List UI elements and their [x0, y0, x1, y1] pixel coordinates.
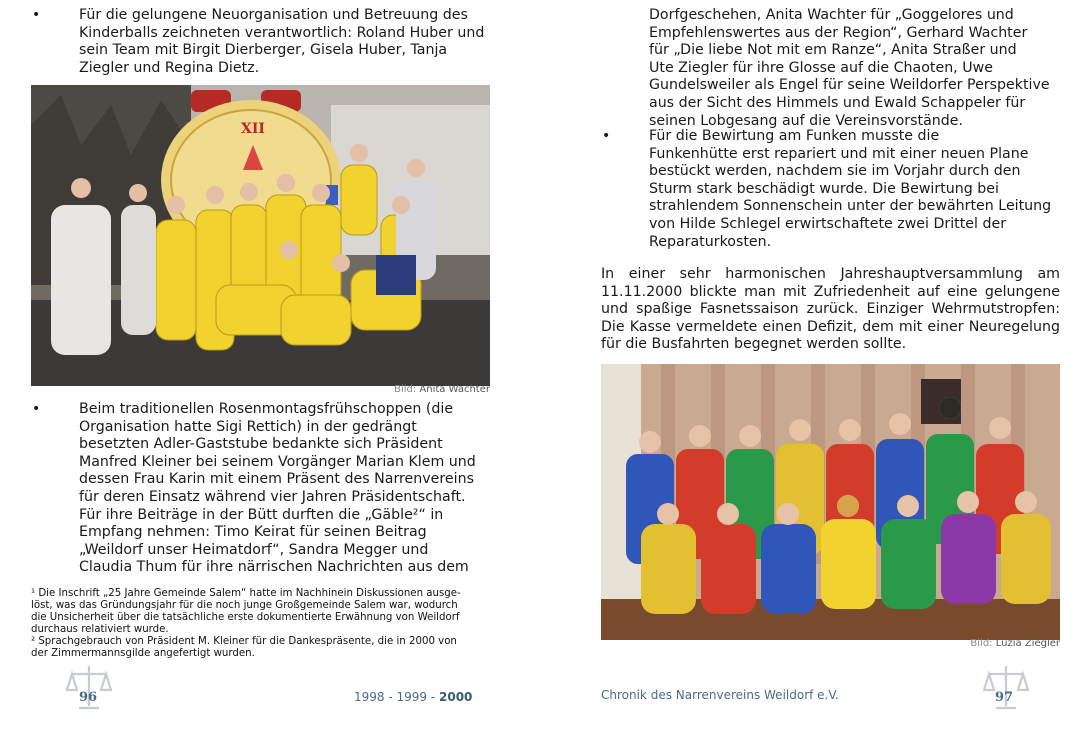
- bullet-rosenmontag: [32, 401, 499, 577]
- bullet-rosenmontag-line: besetzten Adler-Gaststube bedankte sich Präsident: [79, 436, 443, 453]
- continuation-line: Dorfgeschehen, Anita Wachter für „Goggelores und: [649, 7, 1014, 23]
- caption-prefix: Bild:: [394, 384, 417, 395]
- photo-yellow-costumes: [31, 85, 490, 386]
- bullet-rosenmontag-line: Beim traditionellen Rosenmontagsfrühschoppen (die: [79, 401, 454, 417]
- footer-current-year: 2000: [439, 690, 473, 704]
- bullet-rosenmontag-line: Organisation hatte Sigi Rettich) in der gedrängt: [79, 418, 417, 435]
- svg-text:XII: XII: [241, 121, 265, 137]
- footnote-1-line: durchaus relativiert wurde.: [31, 623, 169, 635]
- right-page: [546, 0, 1092, 731]
- bullet-rosenmontag-line: Für ihre Beiträge in der Bütt durften die „Gäble²“ in: [79, 506, 444, 523]
- photo-caption-left: [300, 384, 490, 395]
- bullet-funkenhuette-line: Für die Bewirtung am Funken musste die: [649, 128, 940, 144]
- footnotes: [31, 588, 501, 659]
- footnote-1-line: ¹ Die Inschrift „25 Jahre Gemeinde Salem“ hatte im Nachhinein Diskussionen ausge-: [31, 588, 461, 599]
- footnote-1-line: die Unsicherheit über die tatsächliche erste dokumentierte Erwähnung von Weildorf: [31, 611, 460, 623]
- bullet-dot: •: [602, 128, 611, 144]
- continuation-line: Ute Ziegler für ihre Glosse auf die Chaoten, Uwe: [649, 59, 993, 76]
- continuation-line: Gundelsweiler als Engel für seine Weildorfer Perspektive: [649, 77, 1050, 94]
- bullet-rosenmontag-line: Empfang nehmen: Timo Keirat für seinen Beitrag: [79, 524, 427, 541]
- footer-years: [354, 690, 472, 704]
- footnote-1-line: löst, was das Gründungsjahr für die noch junge Großgemeinde Salem war, wodurch: [31, 599, 458, 611]
- page-number-right: 97: [995, 690, 1014, 705]
- bullet-funkenhuette: [602, 128, 1079, 251]
- footnote-2-line: der Zimmermannsgilde angefertigt wurden.: [31, 647, 255, 659]
- bullet-funkenhuette-line: strahlendem Sonnenschein unter der bewährten Leitung: [649, 198, 1052, 215]
- paragraph-jahreshauptversammlung: In einer sehr harmonischen Jahreshauptversammlung am 11.11.2000 blickte man mit Zufriedenheit auf eine gelungene und spaßige Fasnetssaison zurück. Einziger Wehrmutstropfen: Die Kasse vermeldete einen Defizit, dem mit einer Neuregelung für die Busfahrten begegnet werden sollte.: [601, 266, 1060, 353]
- bullet-dot: •: [32, 401, 41, 417]
- bullet-kinderball: [32, 7, 499, 77]
- bullet-funkenhuette-line: bestückt werden, nachdem sie im Vorjahr durch den: [649, 163, 1021, 180]
- bullet-rosenmontag-line: Claudia Thum für ihre närrischen Nachrichten aus dem: [79, 559, 469, 576]
- continuation-line: für „Die liebe Not mit em Ranze“, Anita Straßer und: [649, 42, 1017, 59]
- bullet-rosenmontag-line: Manfred Kleiner bei seinem Vorgänger Marian Klem und: [79, 453, 476, 470]
- footnote-2-line: ² Sprachgebrauch von Präsident M. Kleiner für die Dankespräsente, die in 2000 von: [31, 635, 457, 647]
- bullet-rosenmontag-line: „Weildorf unser Heimatdorf“, Sandra Megger und: [79, 541, 429, 558]
- photo-caption-right: [870, 638, 1060, 649]
- bullet-funkenhuette-line: Sturm stark beschädigt wurde. Die Bewirtung bei: [649, 180, 999, 197]
- bullet-rosenmontag-line: dessen Frau Karin mit einem Präsent des Narrenvereins: [79, 471, 474, 488]
- continuation-line: seinen Lobgesang auf die Vereinsvorstände.: [649, 112, 964, 129]
- footer-chronicle-title: Chronik des Narrenvereins Weildorf e.V.: [601, 688, 839, 702]
- footer-years-range: 1998 - 1999 -: [354, 690, 439, 704]
- continuation-text: [649, 7, 1079, 130]
- caption-photographer: Luzia Ziegler: [995, 638, 1060, 649]
- bullet-funkenhuette-line: Reparaturkosten.: [649, 233, 772, 250]
- bullet-kinderball-text: Für die gelungene Neuorganisation und Betreuung des Kinderballs zeichneten verantwortlich: Roland Huber und sein Team mit Birgit Dierberger, Gisela Huber, Tanja Ziegler und Regina Dietz.: [79, 7, 485, 76]
- bullet-dot: •: [32, 7, 41, 23]
- bullet-rosenmontag-line: für deren Einsatz während vier Jahren Präsidentschaft.: [79, 488, 466, 505]
- continuation-line: aus der Sicht des Himmels und Ewald Schappeler für: [649, 94, 1026, 111]
- continuation-line: Empfehlenswertes aus der Region“, Gerhard Wachter: [649, 24, 1028, 41]
- caption-prefix: Bild:: [970, 638, 993, 649]
- photo-yellow-costumes-image: [31, 85, 490, 386]
- page-number-left: 96: [79, 690, 98, 705]
- bullet-funkenhuette-line: von Hilde Schlegel erwirtschaftete zwei Drittel der: [649, 215, 1007, 232]
- caption-photographer: Anita Wachter: [419, 384, 490, 395]
- photo-colorful-costumes: [601, 364, 1060, 640]
- photo-colorful-costumes-image: [601, 364, 1060, 640]
- bullet-funkenhuette-line: Funkenhütte erst repariert und mit einer neuen Plane: [649, 145, 1029, 162]
